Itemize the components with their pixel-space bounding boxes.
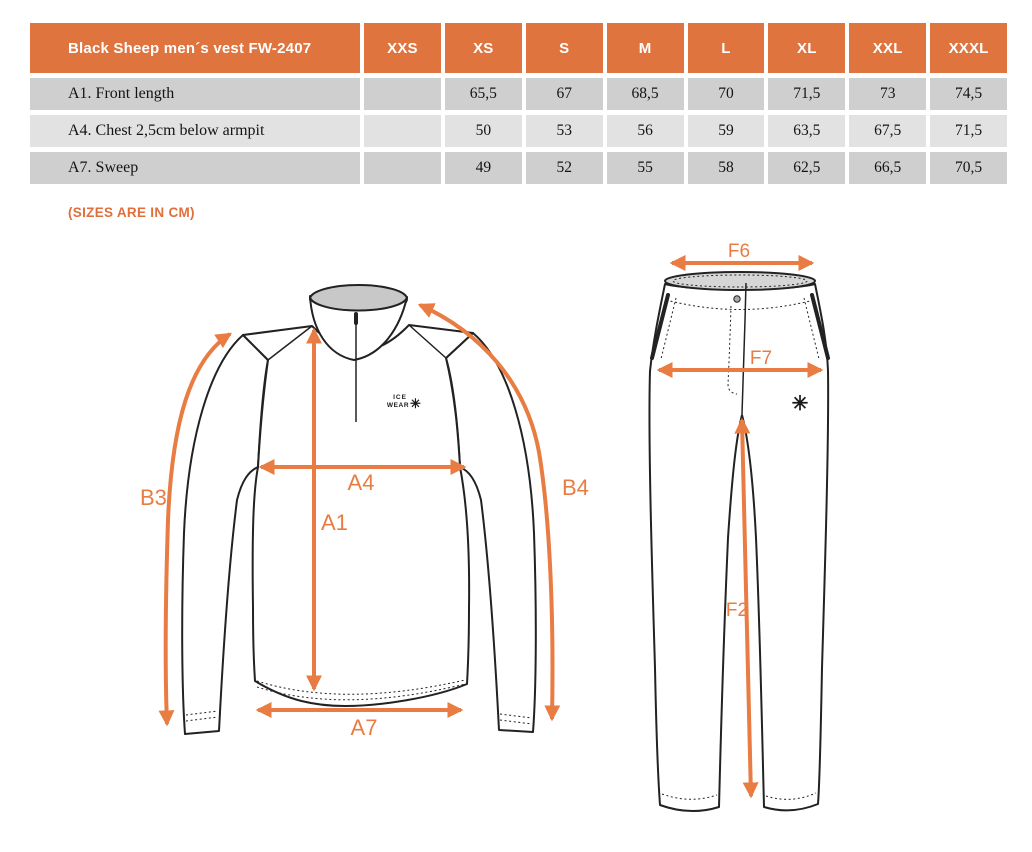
measurement-value-cell: 53	[526, 115, 603, 147]
measurement-value-cell: 71,5	[930, 115, 1007, 147]
measurement-value-cell: 65,5	[445, 78, 522, 110]
measurement-value-cell	[364, 152, 441, 184]
vest-label-a4: A4	[347, 470, 375, 495]
size-column-header: L	[688, 23, 765, 73]
size-column-header: S	[526, 23, 603, 73]
measurement-row-label: A4. Chest 2,5cm below armpit	[30, 115, 360, 147]
measurement-value-cell: 66,5	[849, 152, 926, 184]
measurement-value-cell: 55	[607, 152, 684, 184]
product-title-header: Black Sheep men´s vest FW-2407	[30, 23, 360, 73]
pants-body	[649, 284, 828, 811]
pants-label-f2: F2	[725, 600, 749, 621]
size-column-header: XXS	[364, 23, 441, 73]
measurement-value-cell: 62,5	[768, 152, 845, 184]
measurement-value-cell: 63,5	[768, 115, 845, 147]
measurement-value-cell: 70	[688, 78, 765, 110]
size-column-header: M	[607, 23, 684, 73]
vest-label-a7: A7	[350, 715, 378, 740]
size-column-header: XXXL	[930, 23, 1007, 73]
size-column-header: XS	[445, 23, 522, 73]
pants-label-f6: F6	[727, 241, 751, 262]
sizes-unit-note: (SIZES ARE IN CM)	[68, 205, 195, 220]
measurement-value-cell: 50	[445, 115, 522, 147]
measurement-value-cell: 59	[688, 115, 765, 147]
measurement-value-cell: 52	[526, 152, 603, 184]
vest-label-b4: B4	[562, 475, 589, 500]
measurement-value-cell: 73	[849, 78, 926, 110]
measurement-value-cell: 67,5	[849, 115, 926, 147]
measurement-value-cell: 58	[688, 152, 765, 184]
measurement-value-cell: 67	[526, 78, 603, 110]
vest-logo-ice: ICE	[393, 394, 407, 401]
measurement-value-cell: 70,5	[930, 152, 1007, 184]
pants-snowflake-icon: ✳	[791, 393, 809, 415]
size-column-header: XXL	[849, 23, 926, 73]
vest-label-a1: A1	[321, 510, 348, 535]
measurement-row-label: A1. Front length	[30, 78, 360, 110]
measurement-value-cell: 74,5	[930, 78, 1007, 110]
vest-technical-drawing	[128, 268, 612, 754]
measurement-value-cell: 68,5	[607, 78, 684, 110]
measurement-value-cell: 56	[607, 115, 684, 147]
vest-label-b3: B3	[140, 485, 167, 510]
size-table	[30, 23, 1007, 184]
vest-logo-snowflake-icon: ✳	[410, 396, 421, 411]
vest-logo-wear: WEAR	[386, 402, 410, 409]
size-column-header: XL	[768, 23, 845, 73]
measurement-value-cell	[364, 78, 441, 110]
measurement-value-cell	[364, 115, 441, 147]
measurement-value-cell: 49	[445, 152, 522, 184]
measurement-row-label: A7. Sweep	[30, 152, 360, 184]
measurement-value-cell: 71,5	[768, 78, 845, 110]
vest-body	[243, 325, 473, 706]
pants-label-f7: F7	[749, 348, 773, 369]
pants-waist-button	[734, 296, 740, 302]
pants-technical-drawing	[628, 238, 872, 830]
